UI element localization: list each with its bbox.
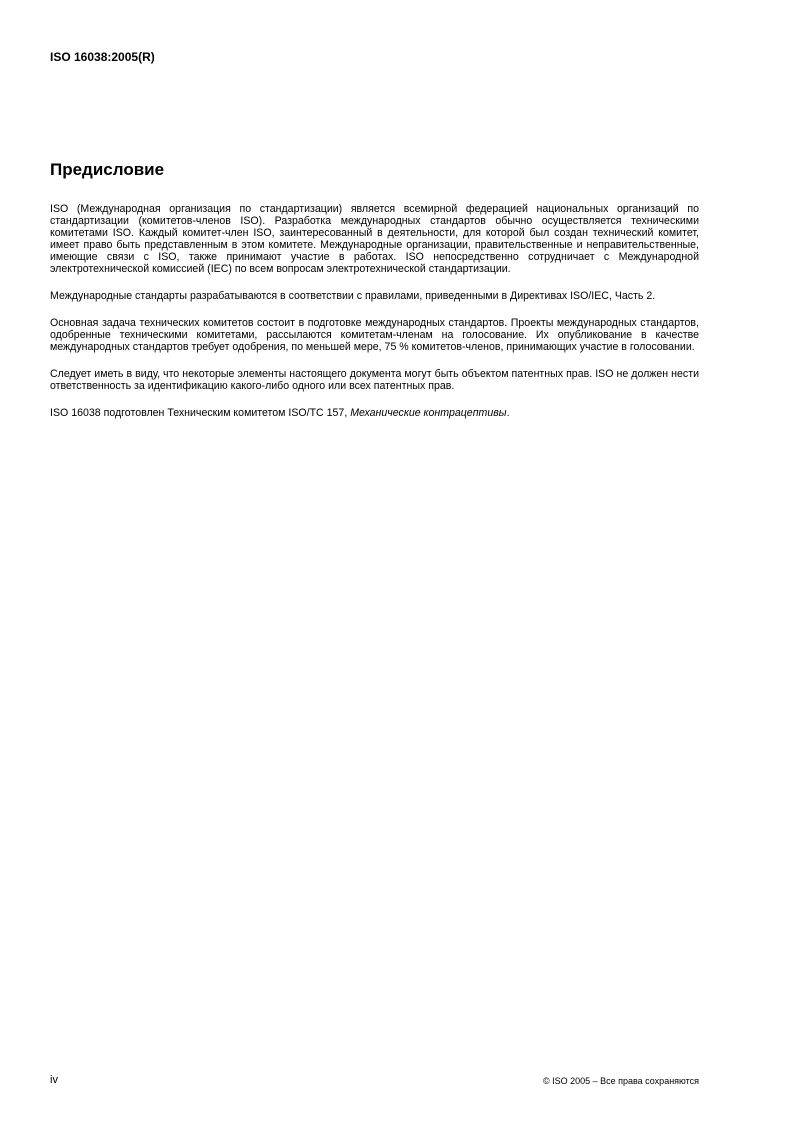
paragraph-directives: Международные стандарты разрабатываются в соответствии с правилами, приведенными в Директивах ISO/IEC, Часть 2.: [50, 290, 656, 302]
paragraph-iso-description: ISO (Международная организация по стандартизации) является всемирной федерацией национальных организаций по стандартизации (комитетов-членов ISO). Разработка международных стандартов обычно осуществляется техническими комитетами ISO. Каждый комитет-член ISO, заинтересованный в деятельности, для которой был создан технический комитет, имеет право быть представленным в этом комитете. Международные организации, правительственные и неправительственные, имеющие связи с ISO, также принимают участие в работах. ISO непосредственно сотрудничает с Международной электротехнической комиссией (IEC) по всем вопросам электротехнической стандартизации.: [50, 203, 699, 275]
page-title: Предисловие: [50, 160, 165, 179]
committee-name: Механические контрацептивы: [350, 407, 507, 419]
copyright-notice: © ISO 2005 – Все права сохраняются: [542, 1076, 699, 1086]
page-number: iv: [50, 1074, 58, 1086]
paragraph-prepared-by: [50, 407, 699, 419]
prepared-by-end: .: [506, 407, 510, 419]
document-id-header: ISO 16038:2005(R): [50, 50, 155, 64]
paragraph-patent-notice: Следует иметь в виду, что некоторые элементы настоящего документа могут быть объектом патентных прав. ISO не должен нести ответственность за идентификацию какого-либо одного или всех патентных прав.: [50, 368, 699, 392]
paragraph-committee-task: Основная задача технических комитетов состоит в подготовке международных стандартов. Проекты международных стандартов, одобренные техническими комитетами, рассылаются комитетам-членам на голосование. Их опубликование в качестве международных стандартов требует одобрения, по меньшей мере, 75 % комитетов-членов, принимающих участие в голосовании.: [50, 317, 699, 353]
foreword-body: [50, 203, 699, 434]
prepared-by-text: ISO 16038 подготовлен Техническим комитетом ISO/TC 157,: [50, 407, 351, 419]
